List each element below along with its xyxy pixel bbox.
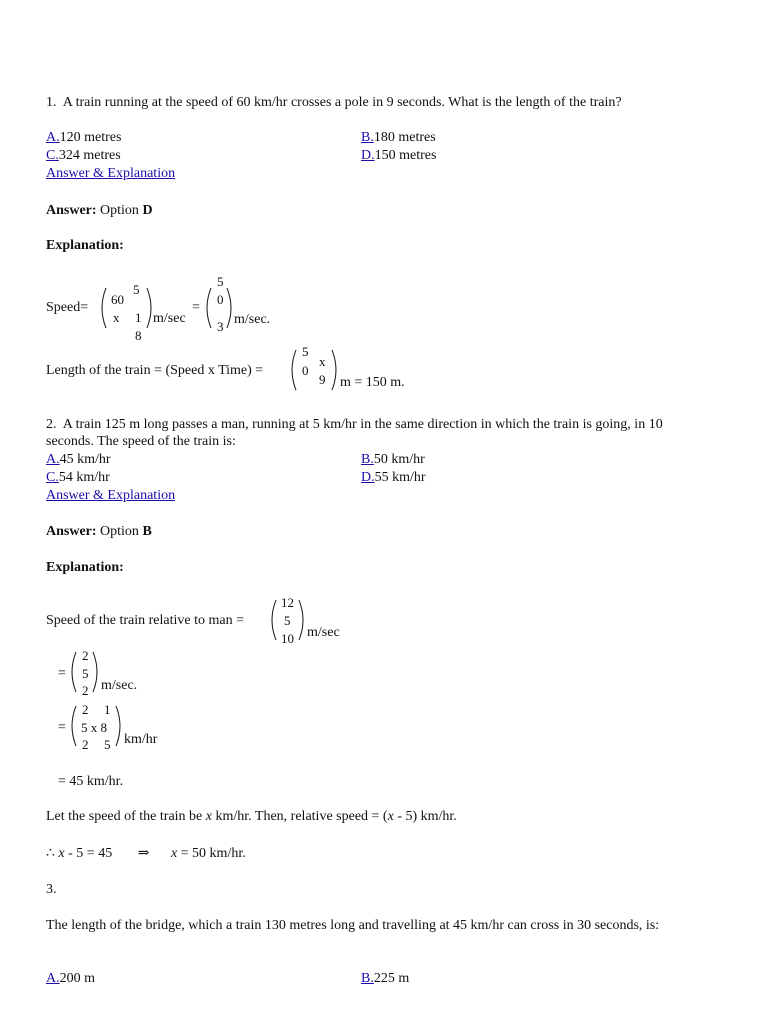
q2-relative-label: Speed of the train relative to man =: [46, 613, 244, 628]
q1-length-label: Length of the train = (Speed x Time) =: [46, 363, 264, 378]
q2-option-a-text: 45 km/hr: [59, 452, 111, 467]
q1-option-d-text: 150 metres: [374, 148, 437, 163]
q2-rel-left-paren: [266, 598, 278, 642]
q2-step3-left-paren: [66, 704, 78, 748]
q2-step3-frac-top-b: 1: [104, 702, 111, 717]
q2-answer-label: Answer:: [46, 524, 97, 539]
q2-let-mid: km/hr. Then, relative speed = (: [212, 809, 388, 824]
q2-text: A train 125 m long passes a man, running at 5 km/hr in the same direction in which the train is going, in 10 seconds. The speed of the train is:: [46, 417, 663, 449]
q1-option-c-text: 324 metres: [58, 148, 121, 163]
q2-answer-option: B: [142, 524, 152, 539]
q1-length-left-paren: [286, 348, 298, 392]
q1-option-b-letter[interactable]: B.: [361, 130, 374, 145]
q2-step4: = 45 km/hr.: [58, 774, 124, 789]
q2-answer-explanation-link[interactable]: Answer & Explanation: [46, 488, 176, 503]
q2-option-d[interactable]: [361, 469, 426, 486]
q2-option-b[interactable]: [361, 451, 425, 468]
q2-number: 2.: [46, 417, 57, 432]
q3-option-a[interactable]: [46, 970, 95, 987]
q1-speed-label: Speed=: [46, 300, 89, 315]
q1-option-c-letter[interactable]: C.: [46, 148, 59, 163]
q1-option-a-text: 120 metres: [59, 130, 122, 145]
q2-option-c-text: 54 km/hr: [58, 470, 110, 485]
q3-option-b[interactable]: [361, 970, 409, 987]
q1-answer-option: D: [142, 203, 153, 218]
q1-length-frac-top: 5: [302, 344, 309, 359]
q1-speed-frac1-bot-b: 8: [135, 328, 142, 343]
q1-length-result: m = 150 m.: [340, 375, 405, 390]
q1-answer-prefix: Option: [100, 203, 139, 218]
q2-therefore-rhs-var: x: [170, 846, 178, 861]
q1-explanation-label: Explanation:: [46, 238, 124, 253]
q2-option-c-letter[interactable]: C.: [46, 470, 59, 485]
q3-option-b-text: 225 m: [373, 971, 410, 986]
q1-answer-label: Answer:: [46, 203, 97, 218]
q2-answer: [46, 523, 152, 540]
q2-let-pre: Let the speed of the train be: [46, 809, 206, 824]
q1-speed-frac2-left-paren: [201, 286, 213, 330]
q2-let-line: [46, 808, 457, 825]
q2-step3-frac-mid: 5 x 8: [81, 720, 107, 735]
q2-rel-unit: m/sec: [307, 625, 340, 640]
q2-step3-frac-bot-b: 5: [104, 737, 111, 752]
q1-speed-unit2: m/sec.: [234, 312, 271, 327]
q2-let-var: x: [205, 809, 212, 824]
q2-therefore-symbol: ∴: [46, 846, 55, 861]
q1-length-frac-mid-a: 0: [302, 363, 309, 378]
q1-speed-frac1-top: 5: [133, 282, 140, 297]
q1-answer: [46, 202, 153, 219]
q2-rel-frac-mid: 5: [284, 613, 291, 628]
q1-option-b-text: 180 metres: [373, 130, 436, 145]
q2-option-a[interactable]: [46, 451, 111, 468]
q2-step2-unit: m/sec.: [101, 678, 138, 693]
q1-speed-frac1-left-paren: [96, 286, 108, 330]
q1-text: A train running at the speed of 60 km/hr crosses a pole in 9 seconds. What is the length of the train?: [62, 95, 622, 110]
q2-therefore-rhs: = 50 km/hr.: [177, 846, 246, 861]
q1-option-a[interactable]: [46, 129, 121, 146]
q1-option-a-letter[interactable]: A.: [46, 130, 60, 145]
q2-step2-frac-bot: 2: [82, 683, 89, 698]
q1-speed-eq: =: [192, 300, 200, 315]
q1-speed-frac1-mid-a: 60: [111, 292, 124, 307]
q1-length-frac-mid-b: x: [319, 354, 326, 369]
q2-step2-left-paren: [66, 650, 78, 694]
q3-option-b-letter[interactable]: B.: [361, 971, 374, 986]
q1-length-frac-bot: 9: [319, 372, 326, 387]
q2-let-post: - 5) km/hr.: [393, 809, 457, 824]
q2-option-b-letter[interactable]: B.: [361, 452, 374, 467]
q2-option-a-letter[interactable]: A.: [46, 452, 60, 467]
q1-speed-frac2-bot: 3: [217, 319, 224, 334]
q2-step2-frac-top: 2: [82, 648, 89, 663]
q2-step2-frac-mid: 5: [82, 666, 89, 681]
q3-number: 3.: [46, 882, 57, 897]
q2-explanation-label: Explanation:: [46, 560, 124, 575]
q2-let-var2: x: [387, 809, 394, 824]
q2-rel-frac-bot: 10: [281, 631, 294, 646]
q2-answer-prefix: Option: [100, 524, 139, 539]
q2-option-d-text: 55 km/hr: [374, 470, 426, 485]
q2-step2-eq: =: [58, 666, 66, 681]
q1-speed-frac1-bot-a: 1: [135, 310, 142, 325]
q1-option-b[interactable]: [361, 129, 436, 146]
q1-question: [46, 94, 666, 111]
q2-therefore-lhs: - 5 = 45: [64, 846, 113, 861]
q2-implies-symbol: ⇒: [137, 846, 150, 861]
q2-therefore-lhs-var: x: [58, 846, 65, 861]
q2-option-c[interactable]: [46, 469, 110, 486]
q2-step3-frac-top-a: 2: [82, 702, 89, 717]
q2-question: [46, 416, 666, 450]
q2-rel-frac-top: 12: [281, 595, 294, 610]
q3-option-a-letter[interactable]: A.: [46, 971, 60, 986]
q3-text: The length of the bridge, which a train 130 metres long and travelling at 45 km/hr can cross in 30 seconds, is:: [46, 918, 660, 933]
q3-option-a-text: 200 m: [59, 971, 96, 986]
q1-answer-explanation-link[interactable]: Answer & Explanation: [46, 166, 176, 181]
q2-option-b-text: 50 km/hr: [373, 452, 425, 467]
q1-option-c[interactable]: [46, 147, 121, 164]
q2-step3-eq: =: [58, 720, 66, 735]
q1-speed-frac2-top: 5: [217, 274, 224, 289]
q1-speed-frac1-mid-b: x: [113, 310, 120, 325]
q1-option-d[interactable]: [361, 147, 436, 164]
q1-number: 1.: [46, 95, 57, 110]
q2-step3-frac-bot-a: 2: [82, 737, 89, 752]
q2-option-d-letter[interactable]: D.: [361, 470, 375, 485]
q2-therefore-line: [46, 845, 246, 862]
q2-step3-unit: km/hr: [124, 732, 158, 747]
q1-speed-frac2-mid: 0: [217, 292, 224, 307]
q1-speed-unit1: m/sec: [153, 311, 186, 326]
q1-option-d-letter[interactable]: D.: [361, 148, 375, 163]
